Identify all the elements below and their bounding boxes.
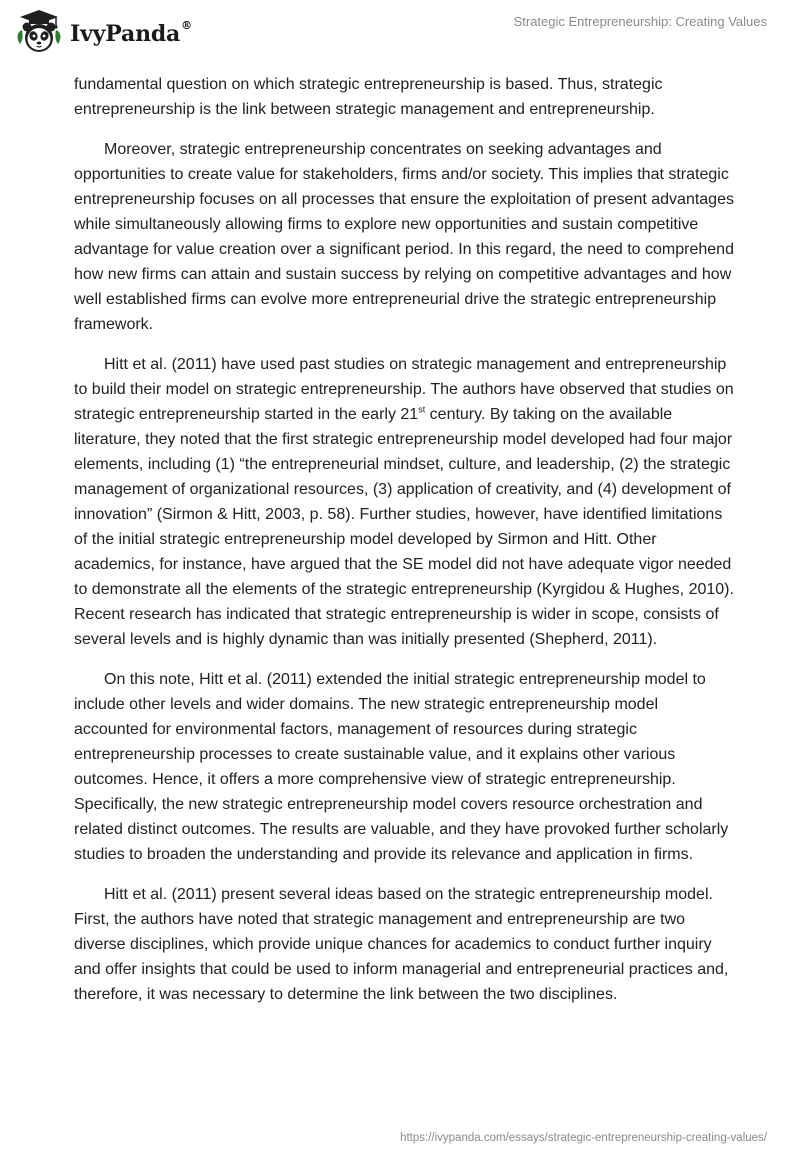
paragraph-5: Hitt et al. (2011) present several ideas based on the strategic entrepreneurship model. First, the authors have noted that strategic management and entrepreneurship are two diverse disciplines, which provide unique chances for academics to conduct further inquiry and offer insights that could be used to inform managerial and entrepreneurial practices and, therefore, it was necessary to determine the link between the two disciplines. — [74, 886, 729, 1003]
ivypanda-logo[interactable] — [14, 8, 192, 56]
paragraph-2: Moreover, strategic entrepreneurship concentrates on seeking advantages and opportunities to create value for stakeholders, firms and/or society. This implies that strategic entrepreneurship focuses on all processes that ensure the exploitation of present advantages while simultaneously allowing firms to explore new opportunities and sustain competitive advantage for value creation over a significant period. In this regard, the need to comprehend how new firms can attain and sustain success by relying on competitive advantages and how well established firms can evolve more entrepreneurial drive the strategic entrepreneurship framework. — [74, 141, 734, 333]
paragraph-1: fundamental question on which strategic entrepreneurship is based. Thus, strategic entrepreneurship is the link between strategic management and entrepreneurship. — [74, 76, 663, 118]
paragraph-3-part-b: century. By taking on the available literature, they noted that the first strategic entrepreneurship model developed had four major elements, including (1) “the entrepreneurial mindset, culture, and leadership, (2) the strategic management of organizational resources, (3) application of creativity, and (4) development of innovation” (Sirmon & Hitt, 2003, p. 58). Further studies, however, have identified limitations of the initial strategic entrepreneurship model developed by Sirmon and Hitt. Other academics, for instance, have argued that the SE model did not have adequate vigor needed to demonstrate all the elements of the strategic entrepreneurship (Kyrgidou & Hughes, 2010). Recent research has indicated that strategic entrepreneurship is wider in scope, consists of several levels and is highly dynamic than was initially presented (Shepherd, 2011). — [74, 406, 734, 648]
document-title: Strategic Entrepreneurship: Creating Values — [513, 14, 767, 29]
panda-graduate-icon — [14, 8, 64, 56]
ordinal-suffix: st — [418, 404, 426, 415]
essay-body — [74, 72, 734, 1022]
page-header — [0, 0, 800, 60]
paragraph-3 — [74, 352, 734, 652]
registered-mark: ® — [181, 19, 192, 32]
source-url[interactable]: https://ivypanda.com/essays/strategic-entrepreneurship-creating-values/ — [400, 1132, 767, 1144]
paragraph-3-part-a: Hitt et al. (2011) have used past studies on strategic management and entrepreneurship to build their model on strategic entrepreneurship. The authors have observed that studies on strategic entrepreneurship started in the early 21 — [74, 356, 734, 423]
logo-wordmark: IvyPanda® — [70, 19, 192, 47]
paragraph-4: On this note, Hitt et al. (2011) extended the initial strategic entrepreneurship model to include other levels and wider domains. The new strategic entrepreneurship model accounted for environmental factors, management of resources during strategic entrepreneurship processes to create sustainable value, and it explains other various outcomes. Hence, it offers a more comprehensive view of strategic entrepreneurship. Specifically, the new strategic entrepreneurship model covers resource orchestration and related distinct outcomes. The results are valuable, and they have provoked further scholarly studies to broaden the understanding and provide its relevance and application in firms. — [74, 671, 729, 863]
